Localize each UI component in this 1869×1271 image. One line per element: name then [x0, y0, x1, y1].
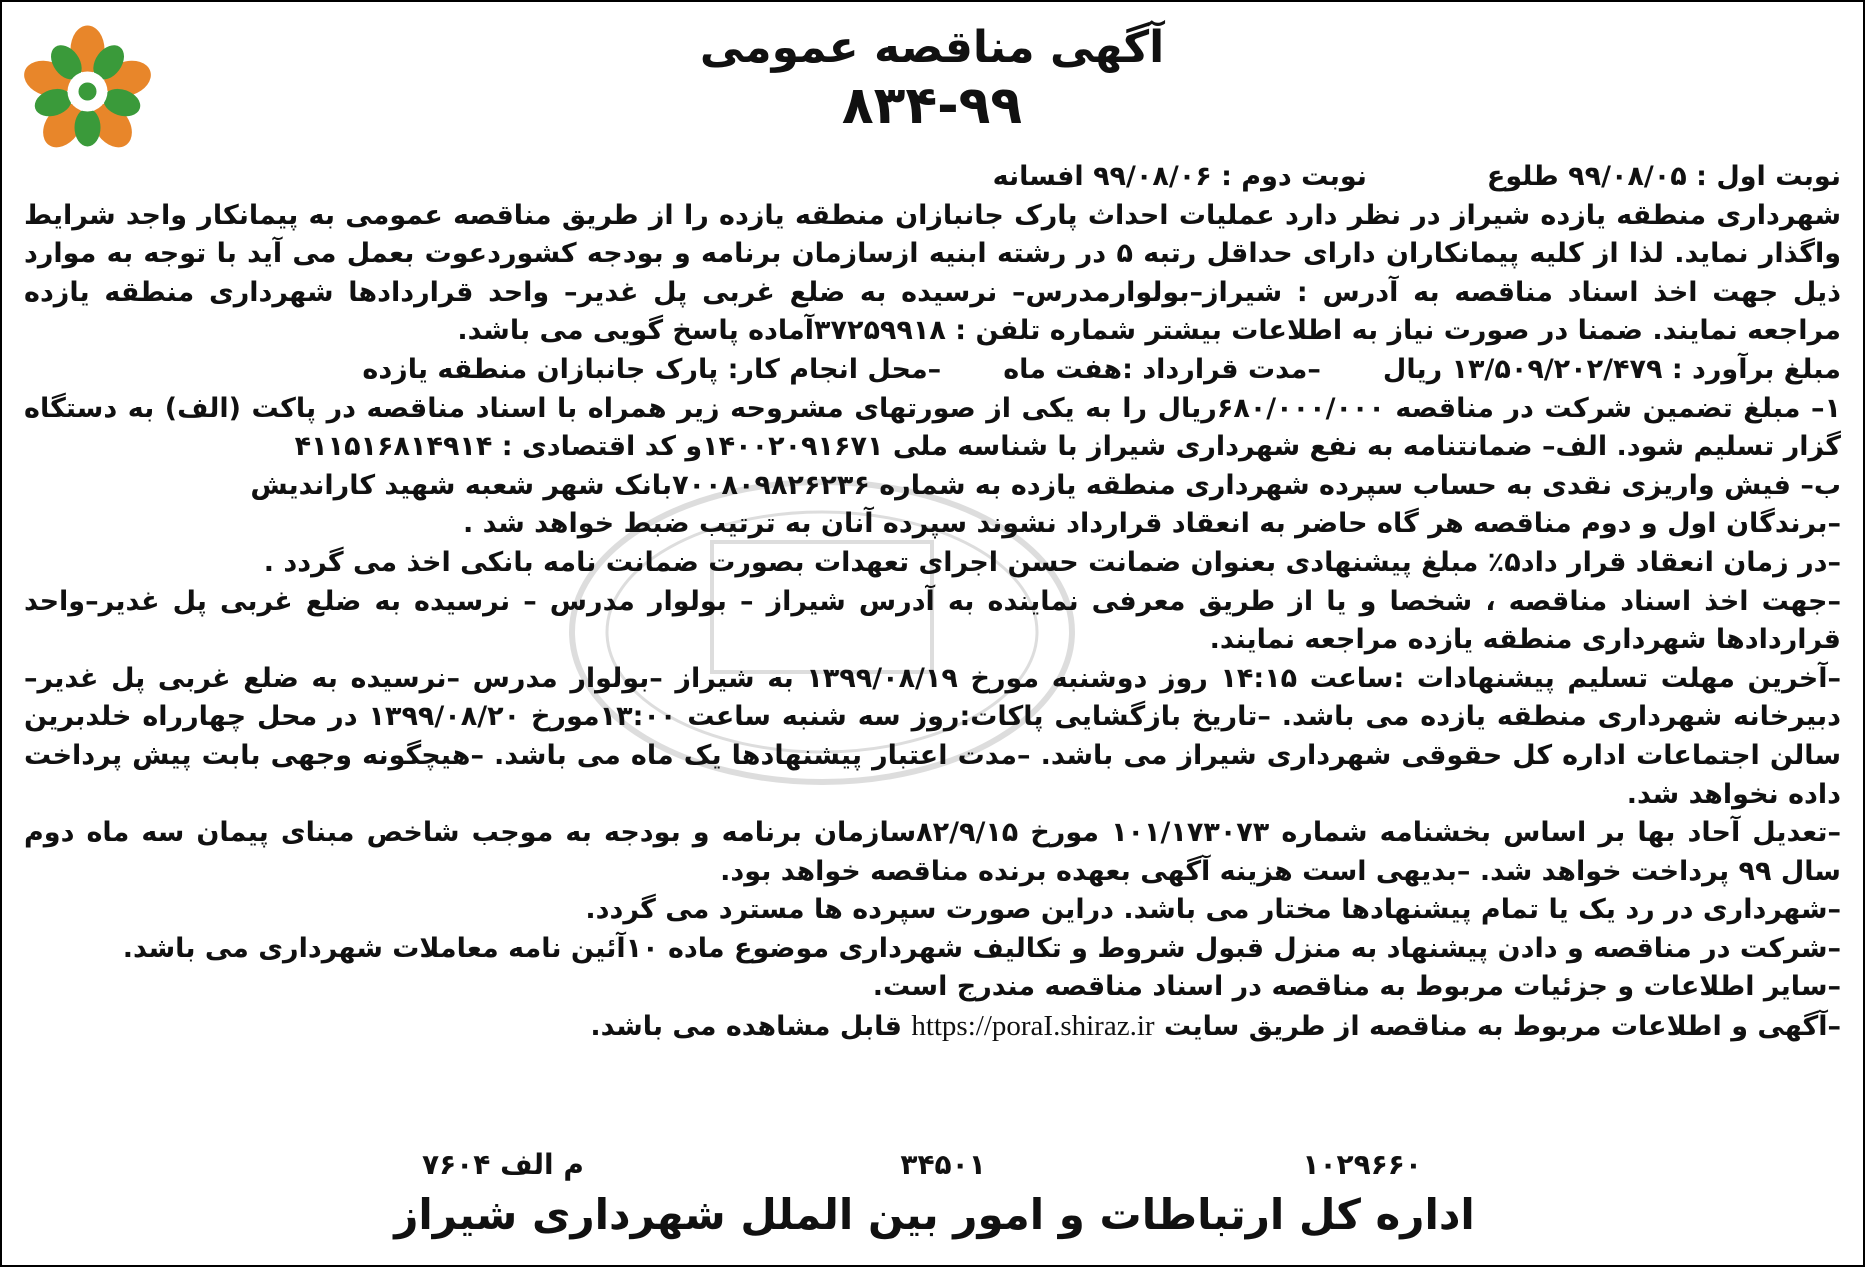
guarantee-cash-item: ب– فیش واریزی نقدی به حساب سپرده شهرداری منطقه یازده به شماره ۷۰۰۸۰۹۸۲۶۲۳۶بانک شهر شعبه شهید کاراندیش — [250, 469, 1841, 501]
shiraz-municipality-logo — [20, 24, 155, 159]
rejection-item: –شهرداری در رد یک یا تمام پیشنهادها مختار می باشد. دراین صورت سپرده ها مسترد می گردد. — [585, 894, 1841, 926]
code-c: ۱۰۲۹۶۶۰ — [1302, 1148, 1422, 1181]
notice-body — [24, 158, 1841, 1047]
code-b: ۳۴۵۰۱ — [900, 1148, 986, 1181]
performance-item: –در زمان انعقاد قرار داد۵٪ مبلغ پیشنهادی بعنوان ضمانت حسن اجرای تعهدات بصورت ضمانت نامه بانکی اخذ می گردد . — [263, 546, 1841, 578]
other-info-item: –سایر اطلاعات و جزئیات مربوط به مناقصه در اسناد مناقصه مندرج است. — [872, 971, 1841, 1003]
documents-item: –جهت اخذ اسناد مناقصه ، شخصا و یا از طریق معرفی نماینده به آدرس شیراز – بولوار مدرس – نرسیده به ضلع غربی پل غدیر–واحد قراردادها شهرداری منطقه یازده مراجعه نمایند. — [24, 585, 1841, 656]
tender-number: ۸۳۴-۹۹ — [841, 76, 1023, 136]
footer-codes — [422, 1148, 1422, 1181]
contract-duration: –مدت قرارداد :هفت ماه — [1003, 353, 1321, 385]
adjustment-item: –تعدیل آحاد بها بر اساس بخشنامه شماره ۱۰۱/۱۷۳۰۷۳ مورخ ۸۲/۹/۱۵سازمان برنامه و بودجه به موجب شاخص مبنای پیمان سه ماه دوم سال ۹۹ پرداخت خواهد شد. –بدیهی است هزینه آگهی بعهده برنده مناقصه خواهد بود. — [24, 817, 1841, 887]
second-publication: نوبت دوم : ۹۹/۰۸/۰۶ افسانه — [992, 161, 1367, 192]
notice-title: آگهی مناقصه عمومی — [699, 22, 1165, 73]
website-link[interactable]: https://poraI.shiraz.ir — [911, 1010, 1155, 1043]
guarantee-item: ۱– مبلغ تضمین شرکت در مناقصه ۶۸۰/۰۰۰/۰۰۰ریال را به یکی از صورتهای مشروحه زیر همراه با اسناد مناقصه در پاکت (الف) به دستگاه گزار تسلیم شود. الف– ضمانتنامه به نفع شهرداری شیراز با شناسه ملی ۱۴۰۰۲۰۹۱۶۷۱و کد اقتصادی : ۴۱۱۵۱۶۸۱۴۹۱۴ — [24, 392, 1841, 463]
details-row — [24, 351, 1841, 390]
estimate-amount: مبلغ برآورد : ۱۳/۵۰۹/۲۰۲/۴۷۹ ریال — [1382, 353, 1841, 385]
website-item — [24, 1007, 1841, 1047]
deadline-item: –آخرین مهلت تسلیم پیشنهادات :ساعت ۱۴:۱۵ روز دوشنبه مورخ ۱۳۹۹/۰۸/۱۹ به شیراز –بولوار مدرس –نرسیده به ضلع غربی پل غدیر–دبیرخانه شهرداری منطقه یازده می باشد. –تاریخ بازگشایی پاکات:روز سه شنبه ساعت ۱۳:۰۰مورخ ۱۳۹۹/۰۸/۲۰ در محل چهارراه خلدبرین سالن اجتماعات اداره کل حقوقی شهرداری شیراز می باشد. –مدت اعتبار پیشنهادها یک ماه می باشد. –هیچگونه وجهی بابت پیش پرداخت داده نخواهد شد. — [24, 662, 1841, 810]
website-text-after: قابل مشاهده می باشد. — [590, 1011, 902, 1043]
participation-item: –شرکت در مناقصه و دادن پیشنهاد به منزل قبول شروط و تکالیف شهرداری موضوع ماده ۱۰آئین نامه معاملات شهرداری می باشد. — [122, 932, 1841, 964]
notice-header — [302, 20, 1562, 136]
schedule-row — [24, 158, 1841, 197]
publisher-signature: اداره کل ارتباطات و امور بین الملل شهرداری شیراز — [394, 1190, 1475, 1239]
code-a: م الف ۷۶۰۴ — [422, 1148, 584, 1181]
intro-paragraph: شهرداری منطقه یازده شیراز در نظر دارد عملیات احداث پارک جانبازان منطقه یازده را از طریق مناقصه عمومی به پیمانکار واجد شرایط واگذار نماید. لذا از کلیه پیمانکاران دارای حداقل رتبه ۵ در رشته ابنیه ازسازمان برنامه و بودجه کشوردعوت بعمل می آید با توجه به موارد ذیل جهت اخذ اسناد مناقصه به آدرس : شیراز–بولوارمدرس– نرسیده به ضلع غربی پل غدیر– واحد قراردادها شهرداری منطقه یازده مراجعه نمایند. ضمنا در صورت نیاز به اطلاعات بیشتر شماره تلفن : ۳۷۲۵۹۹۱۸آماده پاسخ گویی می باشد. — [24, 199, 1841, 347]
website-text-before: –آگهی و اطلاعات مربوط به مناقصه از طریق سایت — [1163, 1011, 1841, 1043]
first-publication: نوبت اول : ۹۹/۰۸/۰۵ طلوع — [1486, 161, 1841, 192]
winners-item: –برندگان اول و دوم مناقصه هر گاه حاضر به انعقاد قرارداد نشوند سپرده آنان به ترتیب ضبط خواهد شد . — [462, 508, 1841, 540]
work-location: –محل انجام کار: پارک جانبازان منطقه یازده — [362, 353, 942, 385]
